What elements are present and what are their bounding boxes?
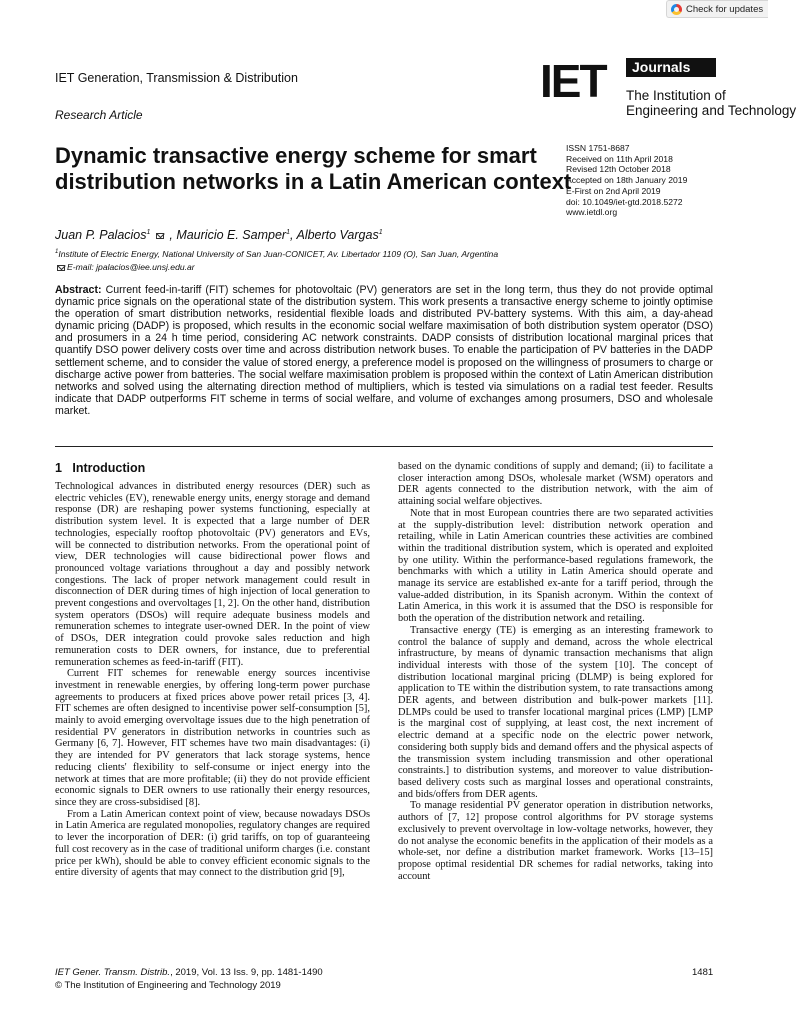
journal-name: IET Generation, Transmission & Distribution <box>55 71 298 85</box>
logo-institution-line1: The Institution of <box>626 88 726 103</box>
affiliation-mark: 1 <box>55 249 59 256</box>
author-list <box>55 228 383 242</box>
abstract <box>55 284 713 417</box>
email-envelope-icon <box>57 265 65 271</box>
logo-institution <box>626 88 796 118</box>
author-1[interactable]: Juan P. Palacios <box>55 228 147 242</box>
affiliation <box>55 249 498 259</box>
section-divider <box>55 446 713 447</box>
section-title: Introduction <box>72 461 146 475</box>
citation-journal: IET Gener. Transm. Distrib. <box>55 967 171 978</box>
author-1-affil-mark: 1 <box>146 228 151 236</box>
efirst-date: E-First on 2nd April 2019 <box>566 185 661 196</box>
article-title: Dynamic transactive energy scheme for smart distribution networks in a Latin American context <box>55 143 572 194</box>
logo-institution-line2: Engineering and Technology <box>626 103 796 118</box>
received-date: Received on 11th April 2018 <box>566 153 673 164</box>
section-heading <box>55 461 145 475</box>
corresponding-email <box>55 262 195 272</box>
paragraph: Technological advances in distributed energy resources (DER) such as electric vehicles (EV), renewable energy units, energy storage and demand response (DR) are reshaping power systems functioning, especially at distribution system level. It is expected that a large number of DER technologies, especially rooftop photovoltaic (PV) generators and EVs, will be connected to distribution networks. From the operational point of view, DER technologies will cause bidirectional power flows and pronounced voltage variations throughout a day and possibly network congestions. The lack of proper network management could result in disconnection of DER during times of high injection of local generation to prevent congestions and overvoltages [1, 2]. On the other hand, distribution system operators (DSOs) will require adequate business models and remuneration schemes to integrate user-owned DER. In the point of view of DSOs, DER integration could provoke sales reduction and high remuneration costs to DER owners, for instance, due to preferential remuneration schemes as feed-in-tariff (FIT). <box>55 481 370 668</box>
right-column <box>398 461 713 882</box>
abstract-label: Abstract: <box>55 284 102 296</box>
crossmark-icon <box>671 4 682 15</box>
section-number: 1 <box>55 461 62 475</box>
author-2-affil-mark: 1 <box>286 228 290 236</box>
affiliation-text: Institute of Electric Energy, National University of San Juan-CONICET, Av. Libertador 1109 (O), San Juan, Argentina <box>58 249 499 259</box>
left-column <box>55 481 370 879</box>
paragraph: Note that in most European countries there are two separated activities at the supply-distribution level: distribution network operation and retailing, while in Latin American countries these activities are combined within the traditional distribution system, which is operated and exploited by one utility. Within the performance-based regulations framework, the benchmarks with which a utility in Latin America should operate and manage its service are established ex-ante for a tariff period, through the value-added distribution, in its Spanish acronym. Within the context of Latin America, in this work it is assumed that the DSO is responsible for both the operation of the distribution network and retailing. <box>398 507 713 625</box>
author-3[interactable]: , Alberto Vargas <box>290 228 379 242</box>
iet-logo <box>540 55 796 128</box>
doi[interactable]: doi: 10.1049/iet-gtd.2018.5272 <box>566 196 683 207</box>
revised-date: Revised 12th October 2018 <box>566 164 671 175</box>
issn: ISSN 1751-8687 <box>566 143 630 153</box>
abstract-text: Current feed-in-tariff (FIT) schemes for photovoltaic (PV) generators are set in the long term, thus they do not provide optimal dynamic price signals on the operational state of the distribution system. This work presents a transactive energy scheme to jointly optimise the operation of smart distribution networks, residential flexible loads and distributed PV-battery systems. With this aim, a day-ahead dynamic pricing (DADP) is proposed, which results in the economic social welfare maximisation of both distribution system operator (DSO) and prosumers in a 24 h time period, considering AC network constraints. DADP consists of distribution locational marginal prices that quantify DSO power delivery costs over time and across distribution network buses. To enable the participation of PV batteries in the DADP settlement scheme, and to consider the value of stored energy, a preference model is proposed on the willingness of prosumers to charge or discharge active power from batteries. The social welfare maximisation problem is proposed within the context of Latin American distribution networks and solved using the alternating direction method of multipliers, which is tested via simulations on a radial test feeder. Results indicate that DADP outperforms FIT scheme in terms of social welfare, and volume of exchanges among prosumers, DSO and wholesale market. <box>55 284 713 417</box>
email-text[interactable]: E-mail: jpalacios@iee.unsj.edu.ar <box>67 262 195 272</box>
paragraph: From a Latin American context point of view, because nowadays DSOs in Latin America are regulated monopolies, regulatory changes are required to lever the incorporation of DER: (i) grid tariffs, on top of guaranteeing full cost recovery as in the case of traditional uniform charges (i.e. constant price per kWh), should be able to convey efficient economic signals to the entire diversity of agents that may connect to the distribution grid [9], <box>55 808 370 879</box>
paragraph: Transactive energy (TE) is emerging as an interesting framework to control the balance of supply and demand, across the whole electrical infrastructure, by means of dynamic transaction mechanisms that align individual interests with those of the system [10]. The concept of distribution locational marginal pricing (DLMP) is being explored for application to TE within the distribution system, to rate transactions among DER agents, and between distribution and bulk-power markets [11]. DLMPs could be used to transfer locational marginal prices (LMP) [LMP is the marginal cost of supplying, at least cost, the next increment of electric demand at a specific node on the electric power network, considering both supply bids and demand offers and the physical aspects of the transmission system including transmission and other operational constraints.] to distribution systems, and moreover to value distribution-based delivery costs such as marginal losses and operational constraints, and bids/offers from DER agents. <box>398 624 713 800</box>
website-link[interactable]: www.ietdl.org <box>566 207 618 218</box>
paragraph: Current FIT schemes for renewable energy sources incentivise investment in renewable energies, by offering long-term power purchase agreements to producers at fixed prices above power retail prices [3, 4]. FIT schemes are often designed to incentivise power self-consumption [5], mainly to avoid emerging overvoltage issues due to the high penetration of residential PV generators in distribution networks in countries such as Germany [6, 7]. However, FIT schemes have two main disadvantages: (i) they are intended for PV generators that lack storage systems, hence reducing clients' flexibility to self-consume or inject energy into the network at times that are more profitable; (ii) they do not provide efficient economic signals to DER owners to use rationally their energy resources, since they are cross-subsidised [8]. <box>55 668 370 808</box>
logo-letters: IET <box>540 55 606 107</box>
article-type: Research Article <box>55 108 143 122</box>
page-number: 1481 <box>692 967 714 978</box>
paragraph: To manage residential PV generator operation in distribution networks, authors of [7, 12] propose control algorithms for PV storage systems exclusively to prevent overvoltage in low-voltage networks, however, they do not analyse the economic benefits in the application of their models as a whole-set, nor define a distribution market framework. Works [13–15] propose optimal residential DR schemes for radial networks, taking into account <box>398 800 713 882</box>
citation-details: , 2019, Vol. 13 Iss. 9, pp. 1481-1490 <box>170 967 323 978</box>
logo-journals-label: Journals <box>626 58 716 77</box>
check-for-updates-badge[interactable] <box>666 0 768 18</box>
article-meta <box>566 143 687 218</box>
paragraph: based on the dynamic conditions of supply and demand; (ii) to facilitate a closer interaction among DSOs, wholesale market (WSM) operators and DER agents connected to the distribution network, with the aim of attaining social welfare objectives. <box>398 461 713 508</box>
author-3-affil-mark: 1 <box>378 228 383 236</box>
author-2[interactable]: , Mauricio E. Samper <box>169 228 287 242</box>
check-for-updates-label: Check for updates <box>686 3 764 15</box>
accepted-date: Accepted on 18th January 2019 <box>566 175 688 186</box>
footer-citation <box>55 967 323 978</box>
footer-copyright: © The Institution of Engineering and Technology 2019 <box>55 980 281 991</box>
envelope-icon[interactable] <box>156 233 164 239</box>
